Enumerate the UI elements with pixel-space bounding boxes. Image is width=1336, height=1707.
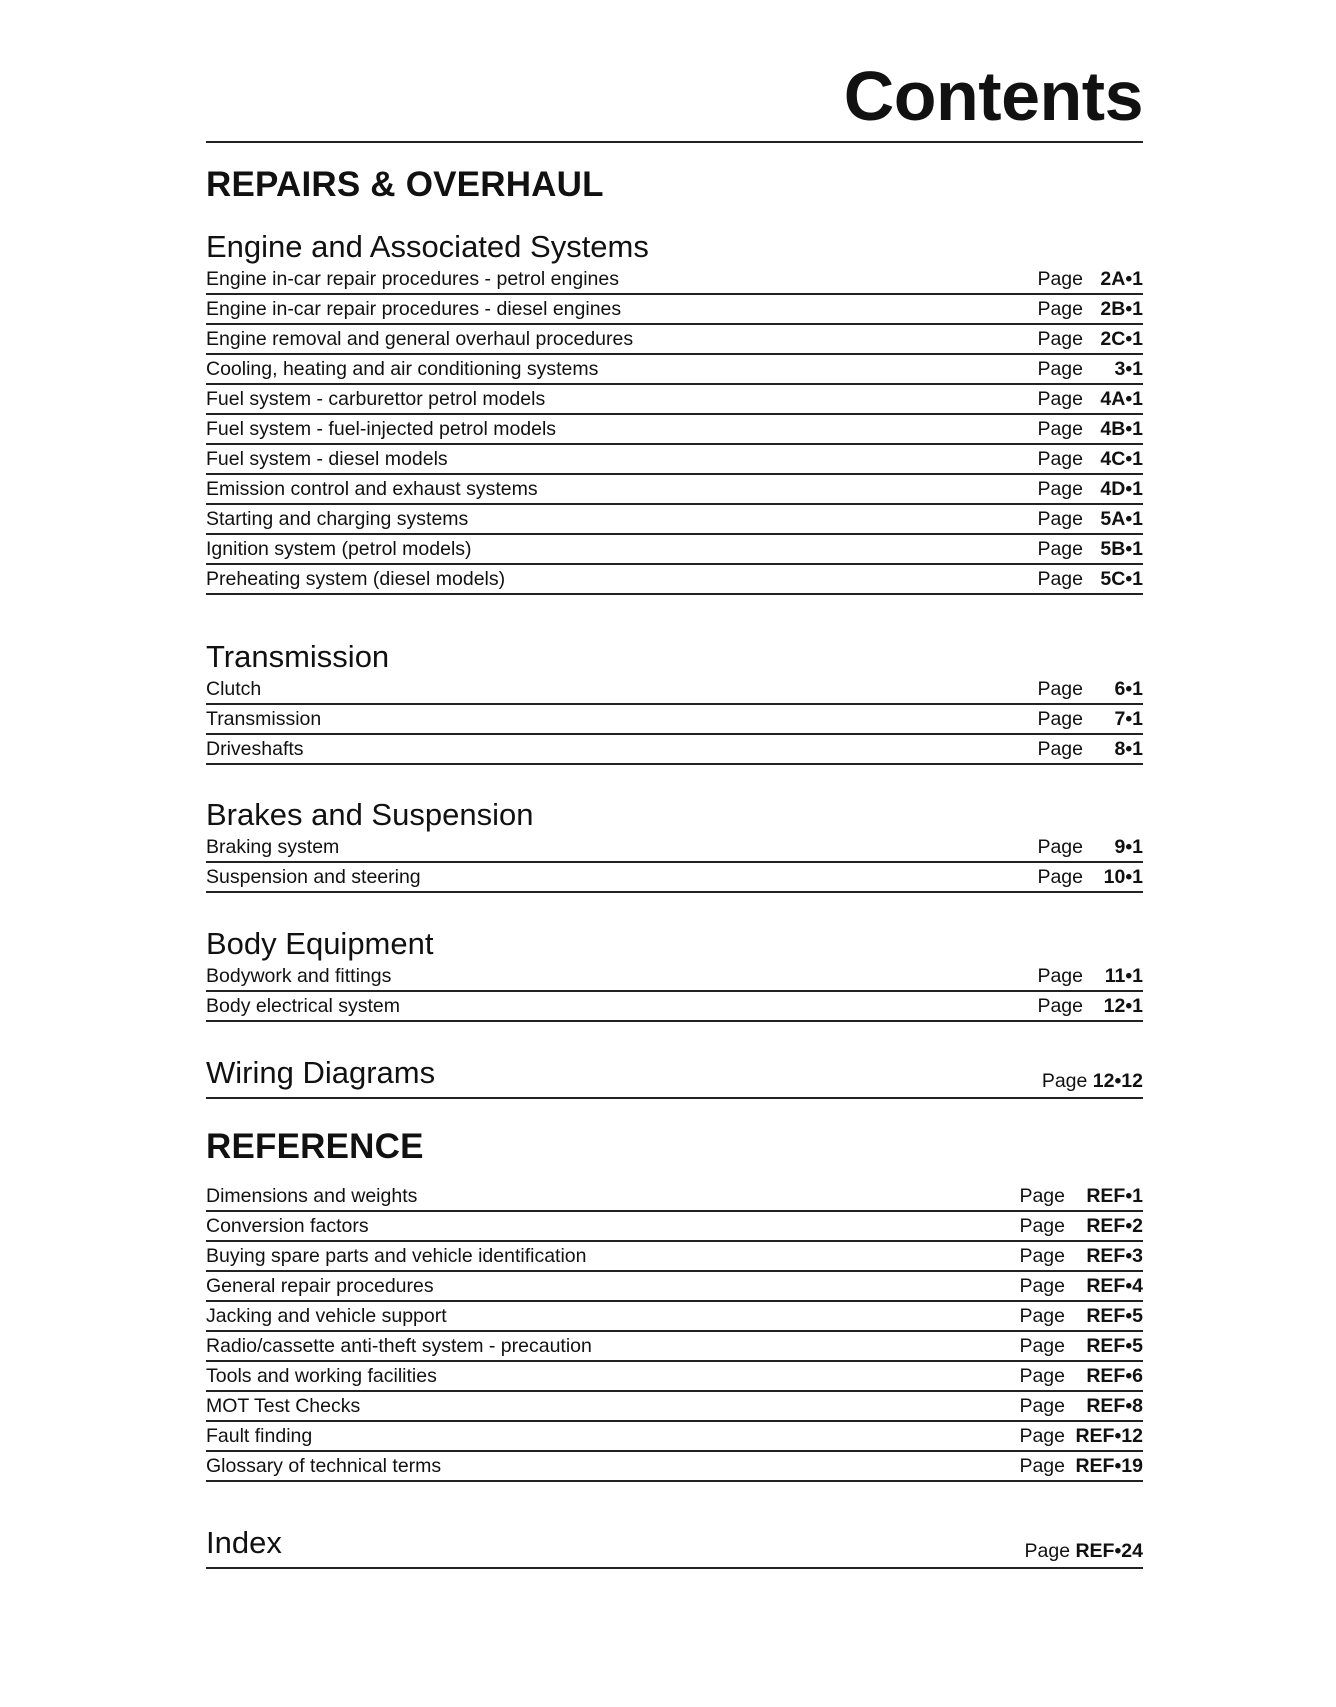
page-word: Page bbox=[1019, 1395, 1065, 1417]
page-number: 8•1 bbox=[1114, 738, 1143, 760]
page-number: REF•8 bbox=[1086, 1395, 1143, 1417]
entry-label: Suspension and steering bbox=[206, 866, 421, 888]
entry-label: Fuel system - fuel-injected petrol models bbox=[206, 418, 557, 440]
toc-entry[interactable] bbox=[206, 1242, 1143, 1272]
toc-entry[interactable] bbox=[206, 1212, 1143, 1242]
page-number: REF•5 bbox=[1086, 1305, 1143, 1327]
page-number: REF•2 bbox=[1086, 1215, 1143, 1237]
page-word: Page bbox=[1037, 836, 1083, 858]
page-number: REF•6 bbox=[1086, 1365, 1143, 1387]
toc-entry[interactable] bbox=[206, 1332, 1143, 1362]
entry-label: MOT Test Checks bbox=[206, 1395, 361, 1417]
page-word: Page bbox=[1037, 418, 1083, 440]
entry-label: Transmission bbox=[206, 708, 322, 730]
toc-entry[interactable] bbox=[206, 265, 1143, 295]
toc-entry[interactable] bbox=[206, 415, 1143, 445]
toc-entry[interactable] bbox=[206, 1302, 1143, 1332]
page-number: 5C•1 bbox=[1100, 568, 1143, 590]
entry-page bbox=[1037, 324, 1143, 354]
page-word: Page bbox=[1037, 358, 1083, 380]
toc-entry[interactable] bbox=[206, 355, 1143, 385]
section-title: Body Equipment bbox=[206, 926, 434, 961]
entry-page bbox=[1042, 1069, 1143, 1093]
entry-page bbox=[1019, 1211, 1143, 1241]
page-word: Page bbox=[1019, 1305, 1065, 1327]
toc-entry[interactable] bbox=[206, 1182, 1143, 1212]
entry-label: Emission control and exhaust systems bbox=[206, 478, 538, 500]
section-title: Transmission bbox=[206, 639, 390, 674]
toc-entry[interactable] bbox=[206, 565, 1143, 595]
entry-label: Bodywork and fittings bbox=[206, 965, 392, 987]
page-number: 2C•1 bbox=[1100, 328, 1143, 350]
page-word: Page bbox=[1037, 298, 1083, 320]
page-word: Page bbox=[1019, 1185, 1065, 1207]
entry-page bbox=[1037, 862, 1143, 892]
entry-label: Body electrical system bbox=[206, 995, 400, 1017]
page-number: 6•1 bbox=[1114, 678, 1143, 700]
entry-label: Engine in-car repair procedures - petrol engines bbox=[206, 268, 619, 290]
toc-entry[interactable] bbox=[206, 1362, 1143, 1392]
entry-page bbox=[1037, 674, 1143, 704]
entry-page bbox=[1037, 264, 1143, 294]
entry-page bbox=[1037, 961, 1143, 991]
entry-page bbox=[1037, 414, 1143, 444]
page-word: Page bbox=[1037, 995, 1083, 1017]
entry-label: Cooling, heating and air conditioning systems bbox=[206, 358, 599, 380]
page-word: Page bbox=[1037, 568, 1083, 590]
toc-entry[interactable] bbox=[206, 1422, 1143, 1452]
part-heading-repairs: REPAIRS & OVERHAUL bbox=[206, 165, 604, 204]
page-number: 12•1 bbox=[1103, 995, 1143, 1017]
entry-page bbox=[1037, 444, 1143, 474]
entry-page bbox=[1019, 1361, 1143, 1391]
page-number: 4A•1 bbox=[1100, 388, 1143, 410]
page-word: Page bbox=[1024, 1540, 1071, 1562]
toc-entry[interactable] bbox=[206, 1452, 1143, 1482]
entry-page bbox=[1037, 991, 1143, 1021]
page-word: Page bbox=[1041, 1070, 1088, 1092]
entry-page bbox=[1025, 1539, 1144, 1563]
part-heading-reference: REFERENCE bbox=[206, 1127, 424, 1166]
toc-entry[interactable] bbox=[206, 833, 1143, 863]
entry-label: Tools and working facilities bbox=[206, 1365, 437, 1387]
entry-page bbox=[1037, 384, 1143, 414]
page-number: 12•12 bbox=[1092, 1070, 1143, 1092]
entry-page bbox=[1037, 294, 1143, 324]
toc-entry[interactable] bbox=[206, 505, 1143, 535]
entry-page bbox=[1019, 1421, 1143, 1451]
page-number: 2A•1 bbox=[1100, 268, 1143, 290]
page-word: Page bbox=[1037, 738, 1083, 760]
entry-label: Driveshafts bbox=[206, 738, 304, 760]
entry-label: Fuel system - diesel models bbox=[206, 448, 448, 470]
page-number: REF•5 bbox=[1086, 1335, 1143, 1357]
page-word: Page bbox=[1037, 678, 1083, 700]
page-number: REF•19 bbox=[1075, 1455, 1143, 1477]
entry-page bbox=[1019, 1271, 1143, 1301]
toc-entry[interactable] bbox=[206, 535, 1143, 565]
entry-label: Jacking and vehicle support bbox=[206, 1305, 447, 1327]
page-number: 9•1 bbox=[1114, 836, 1143, 858]
toc-entry[interactable] bbox=[206, 675, 1143, 705]
page-word: Page bbox=[1037, 866, 1083, 888]
page-number: REF•12 bbox=[1075, 1425, 1143, 1447]
entry-label: Preheating system (diesel models) bbox=[206, 568, 506, 590]
entry-page bbox=[1019, 1241, 1143, 1271]
page-word: Page bbox=[1037, 508, 1083, 530]
entry-label: Engine in-car repair procedures - diesel engines bbox=[206, 298, 622, 320]
entry-label: Conversion factors bbox=[206, 1215, 369, 1237]
section-title: Wiring Diagrams bbox=[206, 1055, 436, 1090]
page-word: Page bbox=[1037, 388, 1083, 410]
section-engine bbox=[206, 229, 1143, 595]
section-reference bbox=[206, 1182, 1143, 1482]
page-number: 7•1 bbox=[1114, 708, 1143, 730]
toc-entry-wiring[interactable] bbox=[206, 1055, 1143, 1099]
toc-entry[interactable] bbox=[206, 705, 1143, 735]
entry-page bbox=[1037, 504, 1143, 534]
entry-page bbox=[1019, 1301, 1143, 1331]
section-title: Engine and Associated Systems bbox=[206, 229, 649, 264]
page-word: Page bbox=[1019, 1335, 1065, 1357]
entry-label: Ignition system (petrol models) bbox=[206, 538, 472, 560]
toc-entry[interactable] bbox=[206, 475, 1143, 505]
page-number: REF•4 bbox=[1086, 1275, 1143, 1297]
section-body bbox=[206, 926, 1143, 1022]
page-number: 5A•1 bbox=[1100, 508, 1143, 530]
toc-entry[interactable] bbox=[206, 445, 1143, 475]
toc-entry[interactable] bbox=[206, 1272, 1143, 1302]
title-bar bbox=[206, 56, 1143, 143]
page-number: 3•1 bbox=[1114, 358, 1143, 380]
toc-entry[interactable] bbox=[206, 863, 1143, 893]
toc-entry-index[interactable] bbox=[206, 1525, 1143, 1569]
entry-label: Dimensions and weights bbox=[206, 1185, 418, 1207]
page-word: Page bbox=[1037, 328, 1083, 350]
entry-page bbox=[1037, 704, 1143, 734]
toc-entry[interactable] bbox=[206, 962, 1143, 992]
entry-label: General repair procedures bbox=[206, 1275, 434, 1297]
entry-page bbox=[1037, 832, 1143, 862]
page-word: Page bbox=[1037, 708, 1083, 730]
page-word: Page bbox=[1019, 1245, 1065, 1267]
page-number: 11•1 bbox=[1104, 965, 1143, 987]
entry-page bbox=[1019, 1181, 1143, 1211]
page-word: Page bbox=[1019, 1455, 1065, 1477]
page-word: Page bbox=[1037, 478, 1083, 500]
entry-label: Radio/cassette anti-theft system - precaution bbox=[206, 1335, 592, 1357]
entry-label: Fuel system - carburettor petrol models bbox=[206, 388, 546, 410]
toc-entry[interactable] bbox=[206, 385, 1143, 415]
entry-label: Clutch bbox=[206, 678, 262, 700]
page-title: Contents bbox=[843, 57, 1143, 135]
toc-entry[interactable] bbox=[206, 1392, 1143, 1422]
entry-label: Fault finding bbox=[206, 1425, 313, 1447]
page-word: Page bbox=[1019, 1215, 1065, 1237]
page-number: REF•3 bbox=[1086, 1245, 1143, 1267]
entry-page bbox=[1019, 1391, 1143, 1421]
entry-label: Starting and charging systems bbox=[206, 508, 469, 530]
page-number: 2B•1 bbox=[1100, 298, 1143, 320]
toc-entry[interactable] bbox=[206, 992, 1143, 1022]
page-word: Page bbox=[1037, 268, 1083, 290]
page-number: REF•24 bbox=[1075, 1540, 1143, 1562]
toc-entry[interactable] bbox=[206, 325, 1143, 355]
page-word: Page bbox=[1037, 965, 1083, 987]
entry-page bbox=[1037, 564, 1143, 594]
toc-entry[interactable] bbox=[206, 295, 1143, 325]
entry-page bbox=[1019, 1451, 1143, 1481]
entry-page bbox=[1037, 534, 1143, 564]
page-number: REF•1 bbox=[1086, 1185, 1143, 1207]
toc-entry[interactable] bbox=[206, 735, 1143, 765]
section-transmission bbox=[206, 639, 1143, 765]
entry-label: Glossary of technical terms bbox=[206, 1455, 442, 1477]
page-number: 10•1 bbox=[1103, 866, 1143, 888]
page-number: 4C•1 bbox=[1100, 448, 1143, 470]
page-word: Page bbox=[1037, 448, 1083, 470]
entry-label: Engine removal and general overhaul procedures bbox=[206, 328, 634, 350]
page-word: Page bbox=[1037, 538, 1083, 560]
entry-page bbox=[1037, 354, 1143, 384]
section-title: Index bbox=[206, 1525, 282, 1560]
entry-label: Braking system bbox=[206, 836, 340, 858]
entry-label: Buying spare parts and vehicle identification bbox=[206, 1245, 587, 1267]
page-word: Page bbox=[1019, 1425, 1065, 1447]
page-word: Page bbox=[1019, 1365, 1065, 1387]
page-number: 4D•1 bbox=[1100, 478, 1143, 500]
page-number: 4B•1 bbox=[1100, 418, 1143, 440]
entry-page bbox=[1019, 1331, 1143, 1361]
page-word: Page bbox=[1019, 1275, 1065, 1297]
entry-page bbox=[1037, 474, 1143, 504]
entry-page bbox=[1037, 734, 1143, 764]
page-number: 5B•1 bbox=[1100, 538, 1143, 560]
section-brakes bbox=[206, 797, 1143, 893]
section-title: Brakes and Suspension bbox=[206, 797, 534, 832]
